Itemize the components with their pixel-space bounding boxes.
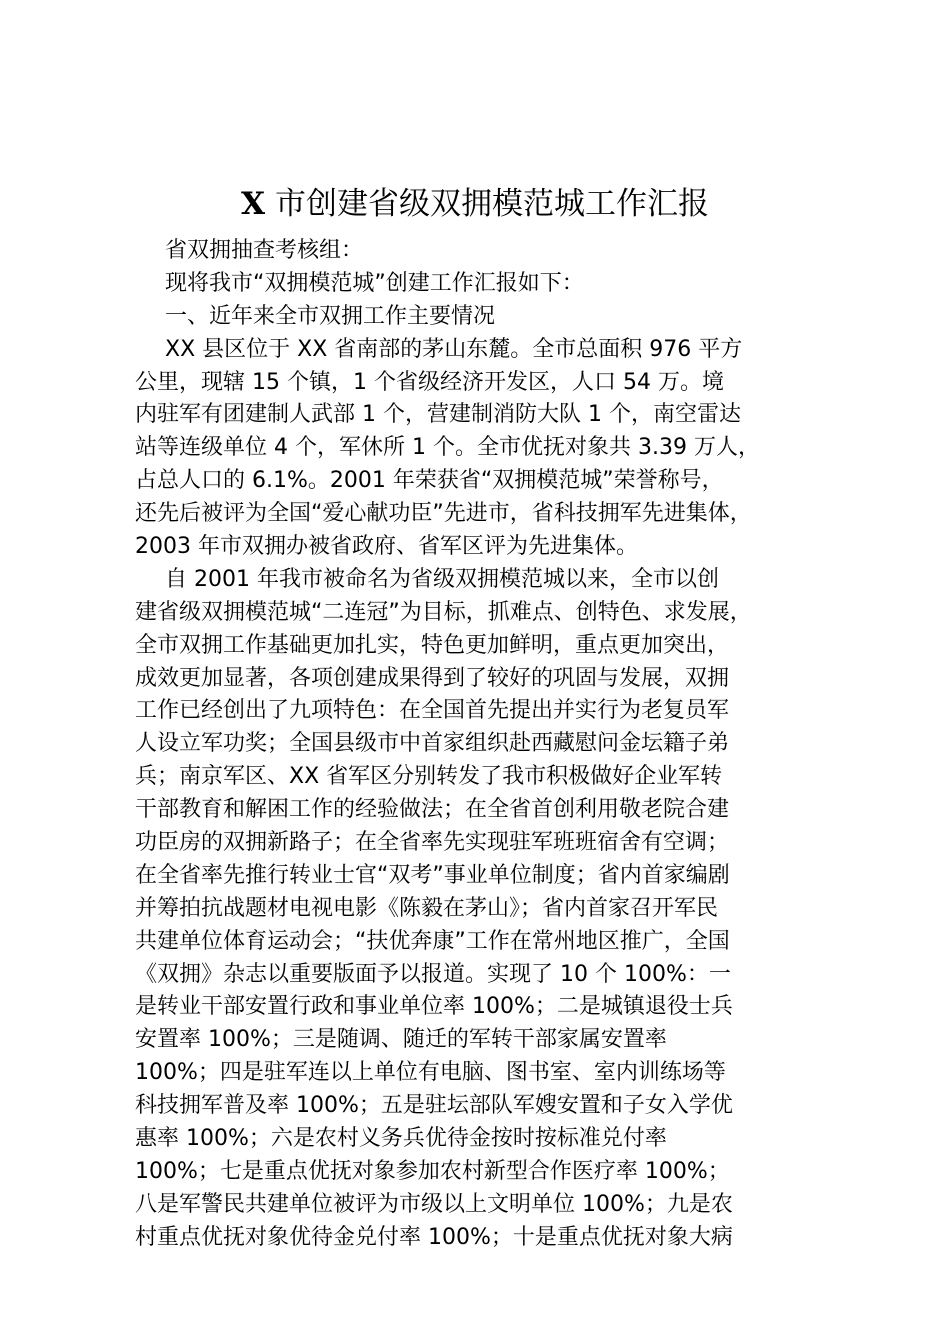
paragraph-line: 村重点优抚对象优待金兑付率 100%；十是重点优抚对象大病 <box>135 1224 733 1250</box>
paragraph-line: 自 2001 年我市被命名为省级双拥模范城以来，全市以创 <box>165 566 719 592</box>
paragraph-line: 干部教育和解困工作的经验做法；在全省首创利用敬老院合建 <box>135 797 730 823</box>
paragraph-line: 站等连级单位 4 个，军休所 1 个。全市优抚对象共 3.39 万人， <box>135 435 760 461</box>
paragraph-line: 全市双拥工作基础更加扎实，特色更加鲜明，重点更加突出， <box>135 632 730 658</box>
paragraph-line: 成效更加显著，各项创建成果得到了较好的巩固与发展，双拥 <box>135 665 730 691</box>
paragraph-line: 惠率 100%；六是农村义务兵优待金按时按标准兑付率 <box>135 1126 667 1152</box>
paragraph-line: 100%；四是驻军连以上单位有电脑、图书室、室内训练场等 <box>135 1060 726 1086</box>
paragraph-line: 建省级双拥模范城“二连冠”为目标，抓难点、创特色、求发展， <box>135 599 752 625</box>
paragraph-line: 科技拥军普及率 100%；五是驻坛部队军嫂安置和子女入学优 <box>135 1093 733 1119</box>
paragraph-line: XX 县区位于 XX 省南部的茅山东麓。全市总面积 976 平方 <box>165 336 743 362</box>
paragraph-line: 是转业干部安置行政和事业单位率 100%；二是城镇退役士兵 <box>135 994 733 1020</box>
document-body <box>135 235 835 1255</box>
paragraph-line: 功臣房的双拥新路子；在全省率先实现驻军班班宿舍有空调； <box>135 830 730 856</box>
paragraph-line: 人设立军功奖；全国县级市中首家组织赴西藏慰问金坛籍子弟 <box>135 731 730 757</box>
paragraph-line: 并筹拍抗战题材电视电影《陈毅在茅山》；省内首家召开军民 <box>135 895 719 921</box>
paragraph-line: 兵；南京军区、XX 省军区分别转发了我市积极做好企业军转 <box>135 764 723 790</box>
paragraph-line: 共建单位体育运动会；“扶优奔康”工作在常州地区推广，全国 <box>135 928 730 954</box>
salutation: 省双拥抽查考核组： <box>165 238 364 263</box>
document-title <box>0 180 950 228</box>
title-text: 市创建省级双拥模范城工作汇报 <box>265 186 709 222</box>
paragraph-line: 在全省率先推行转业士官“双考”事业单位制度；省内首家编剧 <box>135 862 730 888</box>
intro-line: 现将我市“双拥模范城”创建工作汇报如下： <box>165 270 584 296</box>
paragraph-line: 占总人口的 6.1%。2001 年荣获省“双拥模范城”荣誉称号， <box>135 468 724 494</box>
title-prefix: X <box>241 186 266 222</box>
paragraph-line: 公里，现辖 15 个镇，1 个省级经济开发区，人口 54 万。境 <box>135 369 724 395</box>
paragraph-line: 工作已经创出了九项特色：在全国首先提出并实行为老复员军 <box>135 698 730 724</box>
paragraph-line: 八是军警民共建单位被评为市级以上文明单位 100%；九是农 <box>135 1191 733 1217</box>
paragraph-line: 还先后被评为全国“爱心献功臣”先进市，省科技拥军先进集体， <box>135 501 752 527</box>
paragraph-line: 安置率 100%；三是随调、随迁的军转干部家属安置率 <box>135 1027 667 1053</box>
paragraph-line: 100%；七是重点优抚对象参加农村新型合作医疗率 100%； <box>135 1158 730 1184</box>
paragraph-line: 《双拥》杂志以重要版面予以报道。实现了 10 个 100%：一 <box>135 961 731 987</box>
paragraph-line: 内驻军有团建制人武部 1 个，营建制消防大队 1 个，南空雷达 <box>135 402 741 428</box>
section-heading: 一、近年来全市双拥工作主要情况 <box>165 303 496 329</box>
paragraph-line: 2003 年市双拥办被省政府、省军区评为先进集体。 <box>135 534 638 560</box>
